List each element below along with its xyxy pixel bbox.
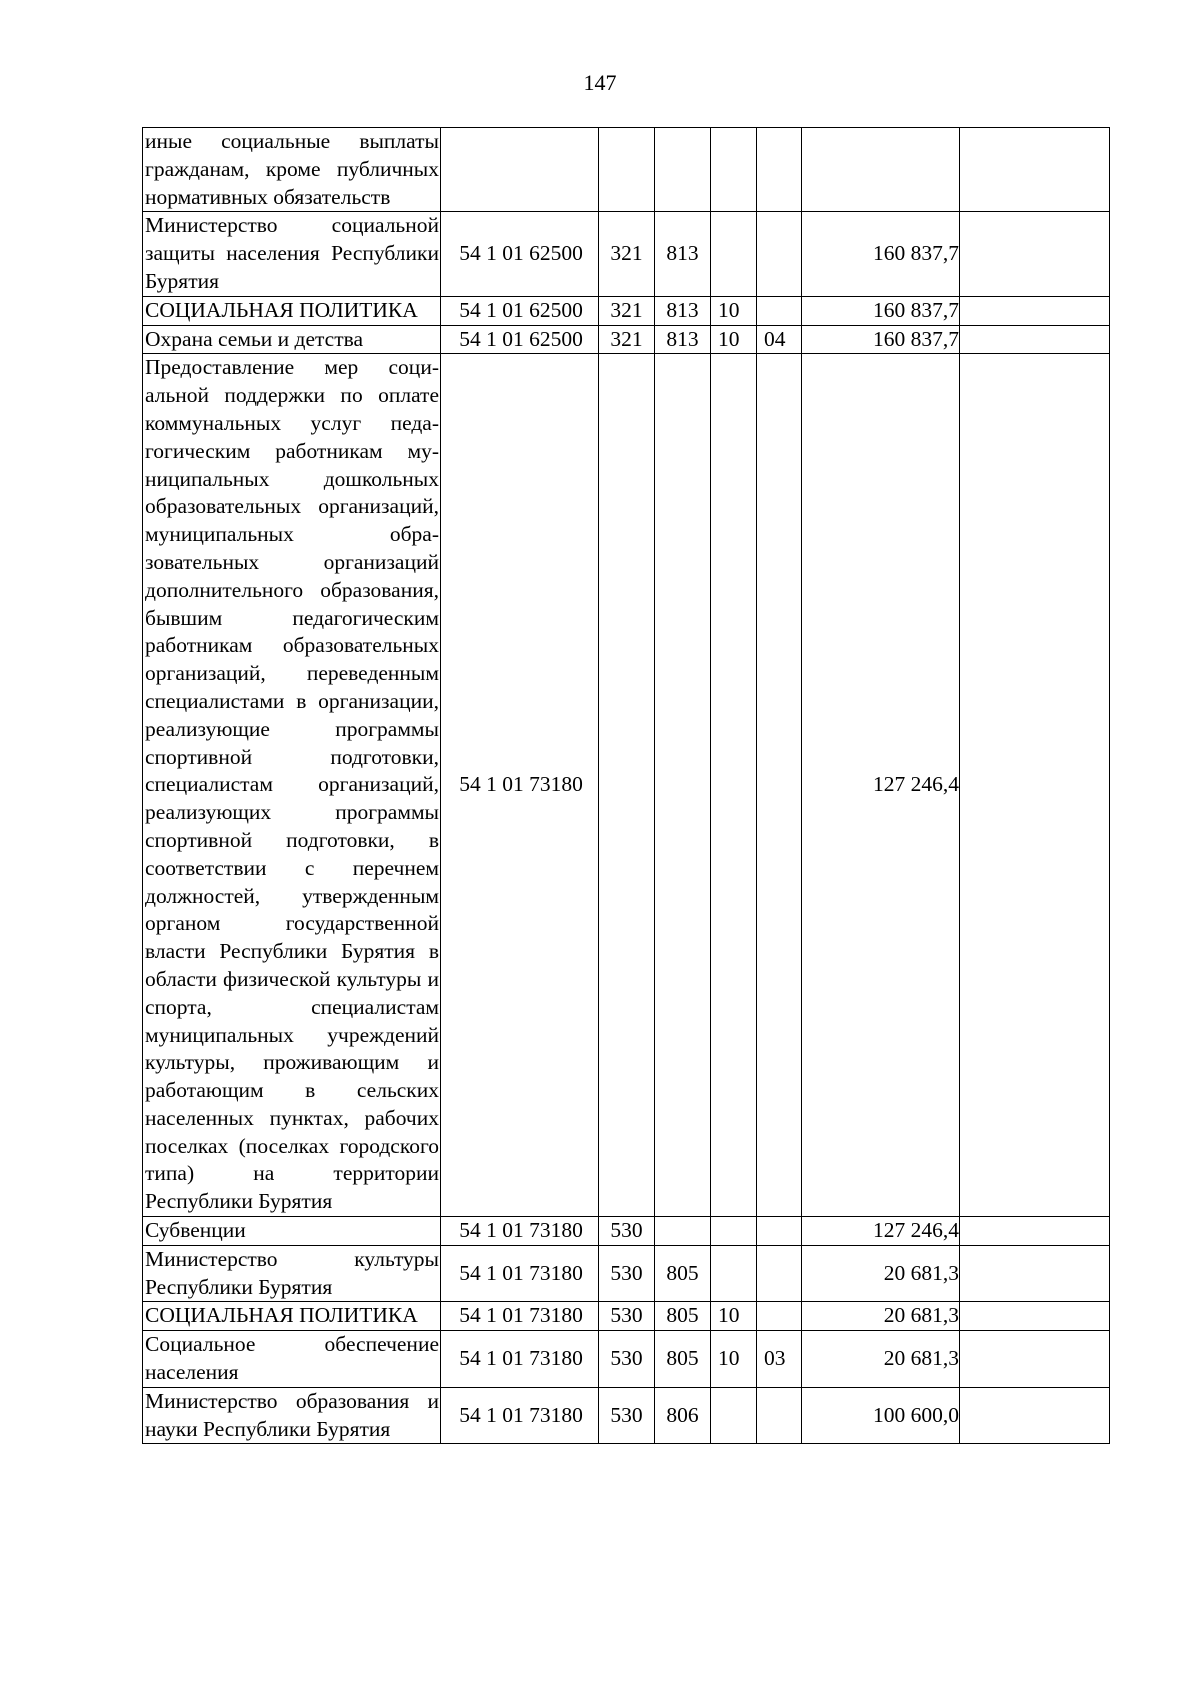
row-section: 10 bbox=[711, 296, 757, 325]
row-program-code bbox=[441, 128, 599, 212]
row-amount: 160 837,7 bbox=[802, 325, 960, 354]
row-subsection bbox=[757, 128, 802, 212]
row-amount: 127 246,4 bbox=[802, 354, 960, 1217]
row-administrator bbox=[655, 354, 711, 1217]
row-name: Министерство социальной защиты населения Республики Бурятия bbox=[143, 212, 441, 296]
row-name: СОЦИАЛЬНАЯ ПОЛИТИКА bbox=[143, 1302, 441, 1331]
row-name: Предоставление мер социальной поддержки по оплате коммунальных услуг педагогическим работникам муниципальных дошкольных образовательных организаций, муниципальных образовательных организаций дополнительного образования, бывшим педагогическим работникам образовательных организаций, переведенным специалистами в организации, реализующие программы спортивной подготовки, специалистам организаций, реализующих программы спортивной подготовки, в соответствии с перечнем должностей, утвержденным органом государственной власти Республики Бурятия в области физической культуры и спорта, специалистам муниципальных учреждений культуры, проживающим и работающим в сельских населенных пунктах, рабочих поселках (поселках городского типа) на территории Республики Бурятия bbox=[143, 354, 441, 1217]
row-expense-type: 321 bbox=[599, 296, 655, 325]
row-name: иные социальные выплаты гражданам, кроме публичных нормативных обязательств bbox=[143, 128, 441, 212]
row-program-code: 54 1 01 73180 bbox=[441, 1331, 599, 1388]
row-subsection: 04 bbox=[757, 325, 802, 354]
row-subsection bbox=[757, 1245, 802, 1302]
row-program-code: 54 1 01 62500 bbox=[441, 296, 599, 325]
row-name: СОЦИАЛЬНАЯ ПОЛИТИКА bbox=[143, 296, 441, 325]
row-amount: 160 837,7 bbox=[802, 212, 960, 296]
row-extra bbox=[960, 354, 1110, 1217]
row-section: 10 bbox=[711, 1331, 757, 1388]
table-row bbox=[143, 354, 1110, 1217]
row-amount: 127 246,4 bbox=[802, 1217, 960, 1246]
row-expense-type: 530 bbox=[599, 1387, 655, 1444]
row-amount: 100 600,0 bbox=[802, 1387, 960, 1444]
row-extra bbox=[960, 296, 1110, 325]
row-administrator: 813 bbox=[655, 296, 711, 325]
row-expense-type: 530 bbox=[599, 1217, 655, 1246]
table-row bbox=[143, 1387, 1110, 1444]
row-name: Субвенции bbox=[143, 1217, 441, 1246]
row-section bbox=[711, 1387, 757, 1444]
table-row bbox=[143, 1217, 1110, 1246]
row-extra bbox=[960, 325, 1110, 354]
row-section bbox=[711, 128, 757, 212]
table-row bbox=[143, 128, 1110, 212]
row-expense-type: 530 bbox=[599, 1245, 655, 1302]
row-program-code: 54 1 01 73180 bbox=[441, 1387, 599, 1444]
row-name: Социальное обеспечение населения bbox=[143, 1331, 441, 1388]
table-row bbox=[143, 1302, 1110, 1331]
row-program-code: 54 1 01 73180 bbox=[441, 1302, 599, 1331]
row-section: 10 bbox=[711, 325, 757, 354]
row-amount: 20 681,3 bbox=[802, 1245, 960, 1302]
row-section bbox=[711, 354, 757, 1217]
row-subsection bbox=[757, 1302, 802, 1331]
row-expense-type: 530 bbox=[599, 1302, 655, 1331]
row-section: 10 bbox=[711, 1302, 757, 1331]
row-name: Охрана семьи и детства bbox=[143, 325, 441, 354]
row-section bbox=[711, 1217, 757, 1246]
row-expense-type: 321 bbox=[599, 325, 655, 354]
page-number: 147 bbox=[583, 70, 617, 95]
row-expense-type: 321 bbox=[599, 212, 655, 296]
table-row bbox=[143, 1331, 1110, 1388]
row-subsection bbox=[757, 1217, 802, 1246]
row-name: Министерство образования и науки Республики Бурятия bbox=[143, 1387, 441, 1444]
row-extra bbox=[960, 128, 1110, 212]
row-subsection bbox=[757, 1387, 802, 1444]
table-row bbox=[143, 212, 1110, 296]
row-administrator: 813 bbox=[655, 325, 711, 354]
row-expense-type bbox=[599, 354, 655, 1217]
row-extra bbox=[960, 212, 1110, 296]
row-section bbox=[711, 212, 757, 296]
row-program-code: 54 1 01 62500 bbox=[441, 325, 599, 354]
budget-table bbox=[142, 127, 1110, 1444]
row-amount: 20 681,3 bbox=[802, 1302, 960, 1331]
row-extra bbox=[960, 1331, 1110, 1388]
row-name: Министерство культуры Республики Бурятия bbox=[143, 1245, 441, 1302]
row-administrator: 805 bbox=[655, 1302, 711, 1331]
row-program-code: 54 1 01 73180 bbox=[441, 1217, 599, 1246]
row-subsection bbox=[757, 296, 802, 325]
row-extra bbox=[960, 1245, 1110, 1302]
row-administrator bbox=[655, 1217, 711, 1246]
table-row bbox=[143, 1245, 1110, 1302]
row-administrator bbox=[655, 128, 711, 212]
row-amount: 20 681,3 bbox=[802, 1331, 960, 1388]
row-subsection: 03 bbox=[757, 1331, 802, 1388]
row-extra bbox=[960, 1387, 1110, 1444]
row-expense-type: 530 bbox=[599, 1331, 655, 1388]
row-amount: 160 837,7 bbox=[802, 296, 960, 325]
row-subsection bbox=[757, 212, 802, 296]
row-subsection bbox=[757, 354, 802, 1217]
row-administrator: 805 bbox=[655, 1245, 711, 1302]
row-section bbox=[711, 1245, 757, 1302]
row-program-code: 54 1 01 73180 bbox=[441, 1245, 599, 1302]
table-row bbox=[143, 296, 1110, 325]
row-expense-type bbox=[599, 128, 655, 212]
table-row bbox=[143, 325, 1110, 354]
row-administrator: 806 bbox=[655, 1387, 711, 1444]
row-extra bbox=[960, 1302, 1110, 1331]
row-program-code: 54 1 01 73180 bbox=[441, 354, 599, 1217]
row-administrator: 813 bbox=[655, 212, 711, 296]
row-program-code: 54 1 01 62500 bbox=[441, 212, 599, 296]
row-administrator: 805 bbox=[655, 1331, 711, 1388]
row-amount bbox=[802, 128, 960, 212]
row-extra bbox=[960, 1217, 1110, 1246]
